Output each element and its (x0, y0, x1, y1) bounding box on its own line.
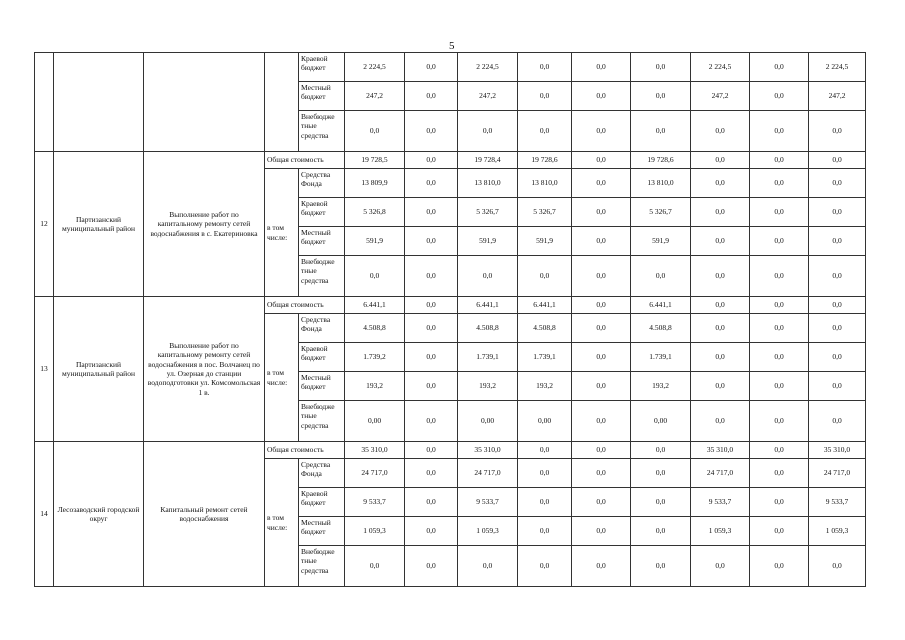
value-cell: 1.739,2 (345, 343, 405, 372)
value-cell: 6.441,1 (345, 297, 405, 314)
value-cell: 1 059,3 (345, 517, 405, 546)
municipality: Партизанский муниципальный район (54, 152, 144, 297)
value-cell: 0,0 (405, 372, 458, 401)
total-cost-label: Общая стоимость (265, 297, 345, 314)
value-cell: 247,2 (458, 82, 518, 111)
value-cell: 0,0 (572, 227, 631, 256)
including-label-line1: в том (267, 513, 284, 523)
value-cell: 0,0 (405, 297, 458, 314)
including-label-line1: в том (267, 368, 284, 378)
value-cell: 0,0 (572, 372, 631, 401)
value-cell: 9 533,7 (345, 488, 405, 517)
value-cell: 0,00 (631, 401, 691, 442)
including-label (265, 169, 299, 297)
value-cell: 193,2 (345, 372, 405, 401)
value-cell: 0,0 (405, 111, 458, 152)
value-cell: 0,0 (572, 517, 631, 546)
total-cost-label: Общая стоимость (265, 442, 345, 459)
funding-source-label: Внебюдже тные средства (299, 111, 345, 152)
including-label-line2: числе: (267, 522, 288, 532)
value-cell: 19 728,4 (458, 152, 518, 169)
work-description: Капитальный ремонт сетей водоснабжения (144, 442, 265, 587)
value-cell: 0,0 (405, 401, 458, 442)
budget-table (34, 52, 866, 587)
value-cell: 0,0 (809, 546, 866, 587)
value-cell: 0,0 (518, 82, 572, 111)
value-cell: 0,0 (631, 488, 691, 517)
value-cell: 0,0 (405, 459, 458, 488)
value-cell: 0,0 (572, 401, 631, 442)
value-cell: 591,9 (631, 227, 691, 256)
value-cell: 0,0 (572, 442, 631, 459)
value-cell: 2 224,5 (691, 53, 750, 82)
table-row (35, 152, 866, 169)
value-cell: 0,0 (809, 343, 866, 372)
including-label (265, 459, 299, 587)
value-cell: 4.508,8 (345, 314, 405, 343)
value-cell: 1 059,3 (691, 517, 750, 546)
value-cell: 0,0 (809, 111, 866, 152)
value-cell: 0,0 (691, 111, 750, 152)
value-cell: 0,0 (809, 297, 866, 314)
value-cell: 247,2 (691, 82, 750, 111)
value-cell: 0,0 (345, 111, 405, 152)
value-cell: 0,0 (750, 227, 809, 256)
value-cell: 0,0 (631, 53, 691, 82)
value-cell: 0,0 (405, 314, 458, 343)
funding-source-label: Средства Фонда (299, 169, 345, 198)
funding-source-label: Краевой бюджет (299, 53, 345, 82)
value-cell: 0,0 (572, 546, 631, 587)
value-cell: 0,0 (345, 256, 405, 297)
value-cell: 0,0 (691, 169, 750, 198)
value-cell: 0,0 (691, 546, 750, 587)
value-cell: 5 326,7 (458, 198, 518, 227)
value-cell: 0,0 (518, 517, 572, 546)
value-cell: 0,0 (809, 227, 866, 256)
municipality: Партизанский муниципальный район (54, 297, 144, 442)
value-cell: 0,0 (572, 53, 631, 82)
value-cell: 0,0 (750, 256, 809, 297)
funding-source-label: Местный бюджет (299, 517, 345, 546)
value-cell: 19 728,6 (631, 152, 691, 169)
value-cell: 0,0 (691, 343, 750, 372)
value-cell: 13 810,0 (631, 169, 691, 198)
value-cell: 0,0 (518, 459, 572, 488)
value-cell: 0,0 (405, 488, 458, 517)
value-cell: 24 717,0 (809, 459, 866, 488)
value-cell: 247,2 (345, 82, 405, 111)
value-cell: 5 326,7 (631, 198, 691, 227)
value-cell: 0,0 (405, 82, 458, 111)
value-cell: 1.739,1 (518, 343, 572, 372)
value-cell: 13 810,0 (458, 169, 518, 198)
value-cell: 0,0 (518, 53, 572, 82)
value-cell: 6.441,1 (631, 297, 691, 314)
value-cell: 1.739,1 (458, 343, 518, 372)
value-cell: 0,0 (572, 256, 631, 297)
value-cell: 193,2 (518, 372, 572, 401)
value-cell: 1.739,1 (631, 343, 691, 372)
value-cell: 0,0 (572, 82, 631, 111)
value-cell: 35 310,0 (809, 442, 866, 459)
value-cell: 0,0 (572, 111, 631, 152)
funding-source-label: Краевой бюджет (299, 343, 345, 372)
value-cell: 0,0 (518, 256, 572, 297)
value-cell: 0,0 (809, 372, 866, 401)
municipality: Лесозаводский городской округ (54, 442, 144, 587)
value-cell: 0,0 (809, 169, 866, 198)
value-cell: 0,0 (572, 169, 631, 198)
value-cell: 0,0 (750, 517, 809, 546)
value-cell: 0,0 (750, 343, 809, 372)
row-number: 13 (35, 297, 54, 442)
value-cell: 0,0 (572, 459, 631, 488)
total-cost-label: Общая стоимость (265, 152, 345, 169)
funding-source-label: Местный бюджет (299, 372, 345, 401)
funding-source-label: Внебюдже тные средства (299, 256, 345, 297)
value-cell: 13 809,9 (345, 169, 405, 198)
including-label-line1: в том (267, 223, 284, 233)
including-label-line2: числе: (267, 377, 288, 387)
value-cell: 0,0 (750, 82, 809, 111)
page-number: 5 (449, 40, 455, 52)
value-cell: 1 059,3 (458, 517, 518, 546)
value-cell: 0,0 (691, 297, 750, 314)
table-row (35, 442, 866, 459)
funding-source-label: Средства Фонда (299, 459, 345, 488)
value-cell: 0,0 (750, 169, 809, 198)
value-cell: 0,0 (405, 442, 458, 459)
value-cell: 0,0 (458, 256, 518, 297)
value-cell: 0,0 (518, 111, 572, 152)
value-cell: 24 717,0 (691, 459, 750, 488)
funding-source-label: Средства Фонда (299, 314, 345, 343)
value-cell: 0,0 (750, 488, 809, 517)
funding-source-label: Местный бюджет (299, 82, 345, 111)
value-cell: 0,0 (809, 152, 866, 169)
value-cell: 0,0 (405, 546, 458, 587)
value-cell: 35 310,0 (458, 442, 518, 459)
value-cell: 0,0 (691, 198, 750, 227)
value-cell: 0,0 (631, 111, 691, 152)
table-row (35, 297, 866, 314)
value-cell: 9 533,7 (809, 488, 866, 517)
value-cell: 0,0 (750, 546, 809, 587)
value-cell: 0,0 (631, 82, 691, 111)
row-number (35, 53, 54, 152)
value-cell: 6.441,1 (518, 297, 572, 314)
value-cell: 0,0 (572, 314, 631, 343)
value-cell: 35 310,0 (691, 442, 750, 459)
value-cell: 0,0 (572, 488, 631, 517)
value-cell: 0,0 (691, 314, 750, 343)
work-description: Выполнение работ по капитальному ремонту сетей водоснабжения в с. Екатериновка (144, 152, 265, 297)
value-cell: 0,0 (405, 256, 458, 297)
value-cell: 591,9 (345, 227, 405, 256)
value-cell: 0,0 (691, 256, 750, 297)
value-cell: 5 326,7 (518, 198, 572, 227)
value-cell: 591,9 (518, 227, 572, 256)
funding-source-label: Краевой бюджет (299, 198, 345, 227)
value-cell: 0,0 (405, 169, 458, 198)
value-cell: 0,0 (405, 198, 458, 227)
value-cell: 0,0 (572, 343, 631, 372)
value-cell: 193,2 (458, 372, 518, 401)
value-cell: 0,0 (405, 152, 458, 169)
value-cell: 35 310,0 (345, 442, 405, 459)
value-cell: 591,9 (458, 227, 518, 256)
value-cell: 19 728,5 (345, 152, 405, 169)
value-cell: 0,0 (750, 53, 809, 82)
value-cell: 0,0 (631, 459, 691, 488)
value-cell: 0,0 (572, 198, 631, 227)
value-cell: 0,00 (458, 401, 518, 442)
including-label (265, 53, 299, 152)
value-cell: 9 533,7 (458, 488, 518, 517)
value-cell: 0,0 (750, 152, 809, 169)
value-cell: 2 224,5 (458, 53, 518, 82)
work-description: Выполнение работ по капитальному ремонту сетей водоснабжения в пос. Волчанец по ул. Озерная до станции водоподготовки ул. Комсомольская 1 в. (144, 297, 265, 442)
value-cell: 247,2 (809, 82, 866, 111)
funding-source-label: Внебюдже тные средства (299, 401, 345, 442)
including-label-line2: числе: (267, 232, 288, 242)
table-row (35, 53, 866, 82)
value-cell: 0,0 (750, 442, 809, 459)
value-cell: 0,0 (691, 152, 750, 169)
value-cell: 0,0 (691, 372, 750, 401)
value-cell: 0,0 (809, 198, 866, 227)
value-cell: 0,0 (458, 546, 518, 587)
value-cell: 0,00 (518, 401, 572, 442)
value-cell: 1 059,3 (809, 517, 866, 546)
value-cell: 0,0 (405, 517, 458, 546)
value-cell: 2 224,5 (809, 53, 866, 82)
value-cell: 0,0 (631, 256, 691, 297)
value-cell: 24 717,0 (345, 459, 405, 488)
value-cell: 0,0 (809, 401, 866, 442)
including-label (265, 314, 299, 442)
value-cell: 0,0 (750, 198, 809, 227)
value-cell: 0,0 (405, 227, 458, 256)
value-cell: 0,0 (518, 546, 572, 587)
value-cell: 6.441,1 (458, 297, 518, 314)
value-cell: 0,0 (405, 53, 458, 82)
value-cell: 24 717,0 (458, 459, 518, 488)
value-cell: 4.508,8 (458, 314, 518, 343)
value-cell: 0,0 (572, 152, 631, 169)
value-cell: 0,0 (405, 343, 458, 372)
value-cell: 5 326,8 (345, 198, 405, 227)
value-cell: 0,0 (345, 546, 405, 587)
value-cell: 0,0 (809, 314, 866, 343)
value-cell: 0,0 (631, 517, 691, 546)
value-cell: 4.508,8 (518, 314, 572, 343)
value-cell: 0,0 (572, 297, 631, 314)
value-cell: 0,0 (750, 372, 809, 401)
value-cell: 0,0 (691, 401, 750, 442)
value-cell: 0,0 (809, 256, 866, 297)
row-number: 14 (35, 442, 54, 587)
value-cell: 2 224,5 (345, 53, 405, 82)
value-cell: 0,00 (345, 401, 405, 442)
value-cell: 0,0 (631, 442, 691, 459)
value-cell: 13 810,0 (518, 169, 572, 198)
value-cell: 4.508,8 (631, 314, 691, 343)
value-cell: 0,0 (518, 442, 572, 459)
value-cell: 0,0 (691, 227, 750, 256)
value-cell: 0,0 (458, 111, 518, 152)
funding-source-label: Местный бюджет (299, 227, 345, 256)
value-cell: 0,0 (518, 488, 572, 517)
value-cell: 0,0 (750, 111, 809, 152)
funding-source-label: Внебюдже тные средства (299, 546, 345, 587)
value-cell: 193,2 (631, 372, 691, 401)
value-cell: 9 533,7 (691, 488, 750, 517)
row-number: 12 (35, 152, 54, 297)
value-cell: 0,0 (750, 314, 809, 343)
funding-source-label: Краевой бюджет (299, 488, 345, 517)
work-description (144, 53, 265, 152)
value-cell: 0,0 (750, 401, 809, 442)
value-cell: 19 728,6 (518, 152, 572, 169)
value-cell: 0,0 (631, 546, 691, 587)
value-cell: 0,0 (750, 459, 809, 488)
municipality (54, 53, 144, 152)
value-cell: 0,0 (750, 297, 809, 314)
